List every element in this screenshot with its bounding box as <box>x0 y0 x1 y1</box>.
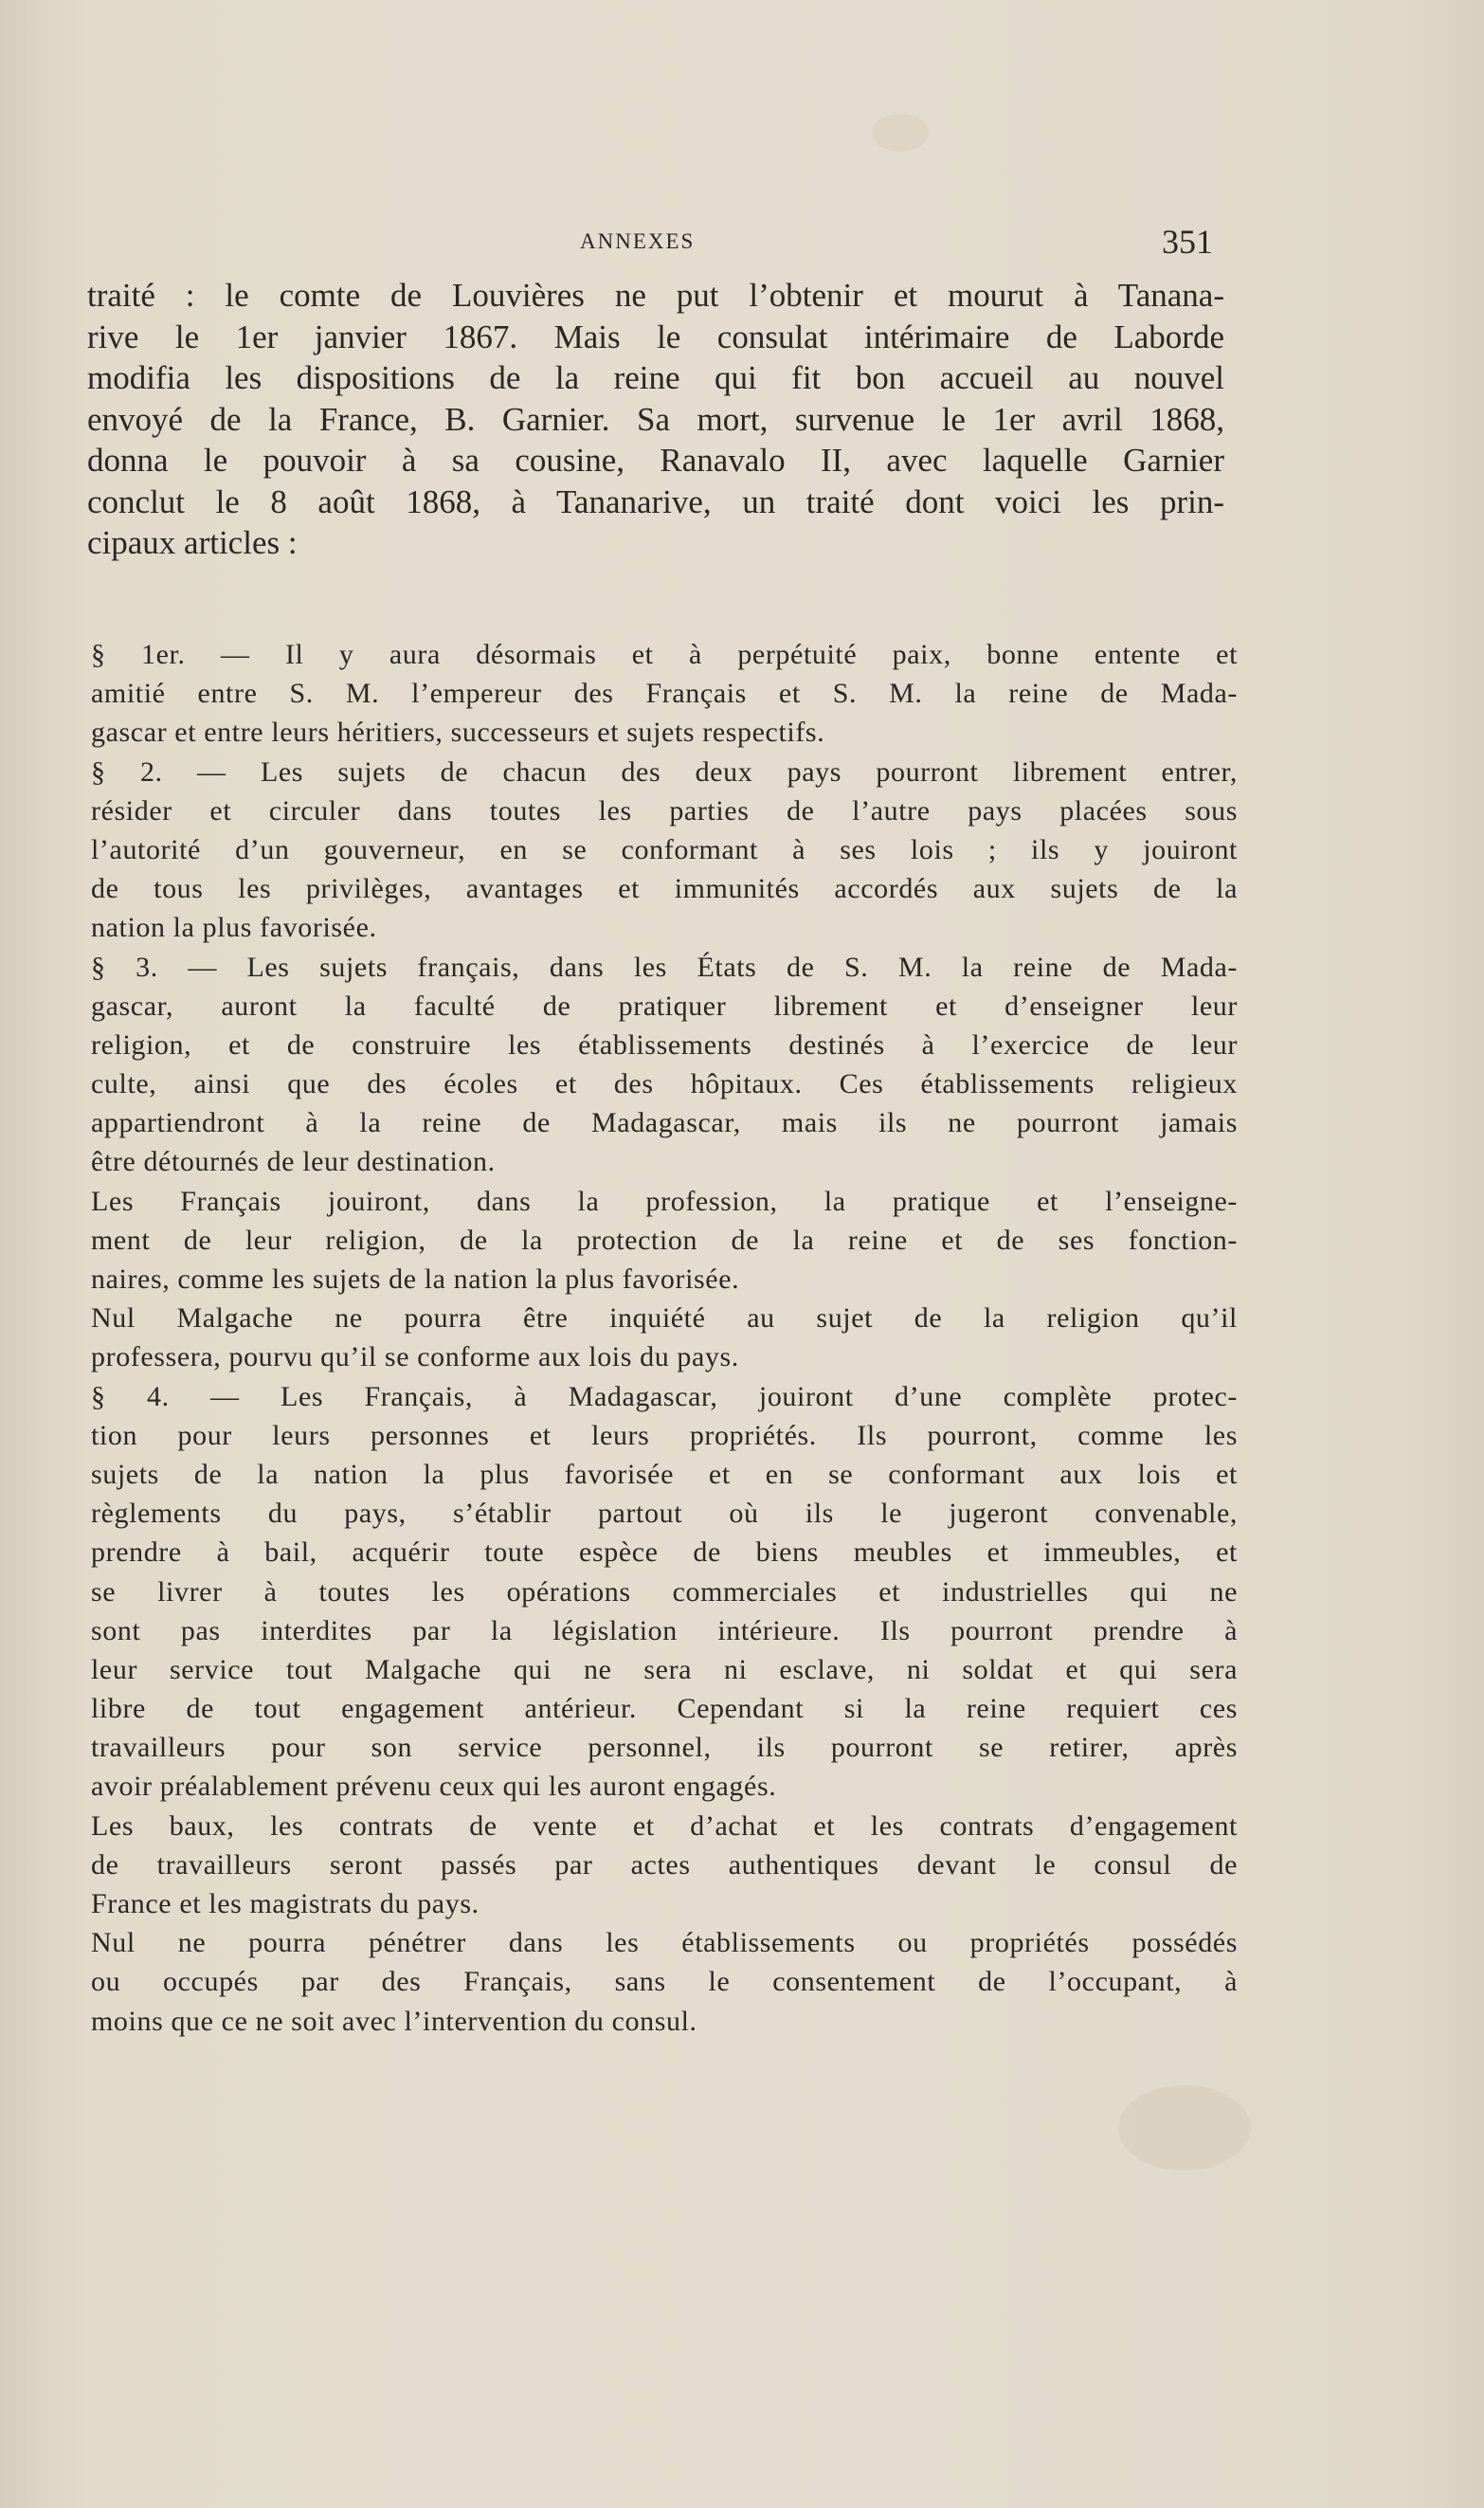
article-line: gascar, auront la faculté de pratiquer librement et d’enseigner leur <box>91 990 1238 1022</box>
intro-paragraph <box>87 275 1224 564</box>
article-line: moins que ce ne soit avec l’intervention du consul. <box>91 2005 697 2037</box>
article-line: de tous les privilèges, avantages et immunités accordés aux sujets de la <box>91 873 1238 905</box>
intro-line: envoyé de la France, B. Garnier. Sa mort, survenue le 1er avril 1868, <box>87 400 1224 438</box>
article-line: Nul ne pourra pénétrer dans les établissements ou propriétés possédés <box>91 1927 1238 1959</box>
article-line: se livrer à toutes les opérations commerciales et industrielles qui ne <box>91 1575 1238 1608</box>
article-line: gascar et entre leurs héritiers, successeurs et sujets respectifs. <box>91 717 825 749</box>
article-line: § 1er. — Il y aura désormais et à perpétuité paix, bonne entente et <box>91 639 1238 670</box>
article-line: prendre à bail, acquérir toute espèce de biens meubles et immeubles, et <box>91 1536 1238 1569</box>
article-line: culte, ainsi que des écoles et des hôpitaux. Ces établissements religieux <box>91 1068 1238 1100</box>
article-line: libre de tout engagement antérieur. Cependant si la reine requiert ces <box>91 1693 1238 1725</box>
article-line: ment de leur religion, de la protection de la reine et de ses fonction- <box>91 1224 1238 1256</box>
article-line: règlements du pays, s’établir partout où ils le jugeront convenable, <box>91 1498 1238 1530</box>
article-line: résider et circuler dans toutes les parties de l’autre pays placées sous <box>91 794 1238 827</box>
article-line: § 4. — Les Français, à Madagascar, jouiront d’une complète protec- <box>91 1380 1238 1412</box>
article-line: avoir préalablement prévenu ceux qui les auront engagés. <box>91 1771 777 1803</box>
intro-line: donna le pouvoir à sa cousine, Ranavalo II, avec laquelle Garnier <box>87 442 1224 479</box>
article-line: sujets de la nation la plus favorisée et en se conformant aux lois et <box>91 1458 1238 1490</box>
article-line: amitié entre S. M. l’empereur des Français et S. M. la reine de Mada- <box>91 678 1238 710</box>
article-line: travailleurs pour son service personnel, ils pourront se retirer, après <box>91 1732 1238 1764</box>
header-title: ANNEXES <box>580 229 696 253</box>
intro-line: rive le 1er janvier 1867. Mais le consulat intérimaire de Laborde <box>87 318 1224 355</box>
intro-line: modifia les dispositions de la reine qui fit bon accueil au nouvel <box>87 359 1224 396</box>
intro-line: cipaux articles : <box>87 524 298 561</box>
article-line: de travailleurs seront passés par actes authentiques devant le consul de <box>91 1848 1238 1881</box>
paper-stain <box>872 114 929 152</box>
article-line: ou occupés par des Français, sans le consentement de l’occupant, à <box>91 1966 1238 1998</box>
article-line: Les baux, les contrats de vente et d’achat et les contrats d’engagement <box>91 1809 1238 1842</box>
running-head <box>0 223 1484 264</box>
article-line: religion, et de construire les établissements destinés à l’exercice de leur <box>91 1028 1238 1061</box>
article-line: § 2. — Les sujets de chacun des deux pays pourront librement entrer, <box>91 755 1238 788</box>
article-line: être détournés de leur destination. <box>91 1146 496 1178</box>
article-line: leur service tout Malgache qui ne sera ni esclave, ni soldat et qui sera <box>91 1653 1238 1685</box>
article-line: sont pas interdites par la législation intérieure. Ils pourront prendre à <box>91 1614 1238 1646</box>
article-line: Les Français jouiront, dans la profession, la pratique et l’enseigne- <box>91 1185 1238 1217</box>
article-line: l’autorité d’un gouverneur, en se conformant à ses lois ; ils y jouiront <box>91 833 1238 865</box>
treaty-articles <box>91 635 1238 2041</box>
article-line: § 3. — Les sujets français, dans les États de S. M. la reine de Mada- <box>91 951 1238 983</box>
page-number: 351 <box>1162 223 1213 261</box>
paper-stain <box>1118 2085 1251 2171</box>
article-line: Nul Malgache ne pourra être inquiété au sujet de la religion qu’il <box>91 1302 1238 1335</box>
article-line: naires, comme les sujets de la nation la plus favorisée. <box>91 1263 740 1295</box>
intro-line: conclut le 8 août 1868, à Tananarive, un traité dont voici les prin- <box>87 482 1224 520</box>
article-line: France et les magistrats du pays. <box>91 1888 480 1919</box>
article-line: tion pour leurs personnes et leurs propriétés. Ils pourront, comme les <box>91 1419 1238 1451</box>
article-line: professera, pourvu qu’il se conforme aux lois du pays. <box>91 1341 739 1373</box>
intro-line: traité : le comte de Louvières ne put l’obtenir et mourut à Tanana- <box>87 277 1224 314</box>
article-line: appartiendront à la reine de Madagascar, mais ils ne pourront jamais <box>91 1107 1238 1139</box>
article-line: nation la plus favorisée. <box>91 912 377 944</box>
